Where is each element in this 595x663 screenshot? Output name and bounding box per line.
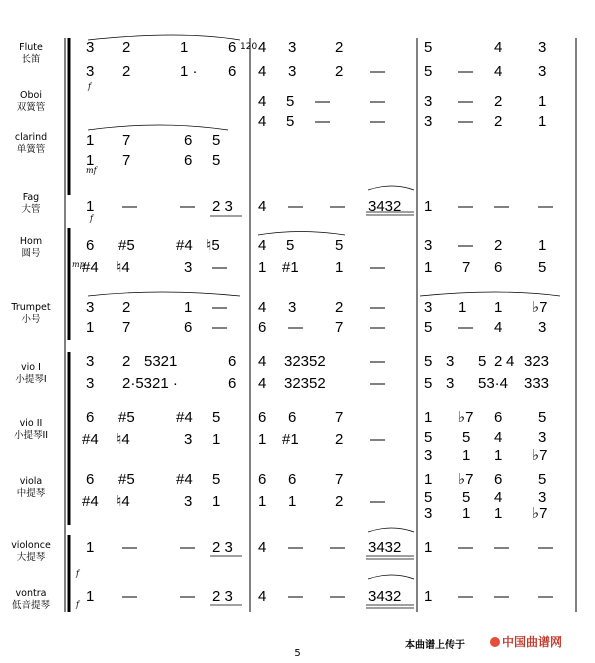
- svg-text:3: 3: [424, 505, 433, 522]
- svg-text:1: 1: [86, 152, 95, 169]
- svg-text:#1: #1: [282, 431, 299, 448]
- svg-text:♮4: ♮4: [116, 431, 130, 448]
- svg-text:—: —: [180, 198, 195, 215]
- svg-text:5: 5: [212, 409, 221, 426]
- cello-notes: [86, 539, 553, 556]
- svg-text:—: —: [370, 375, 385, 392]
- svg-text:6: 6: [288, 471, 297, 488]
- svg-text:1: 1: [212, 493, 221, 510]
- svg-text:3432: 3432: [368, 588, 402, 605]
- svg-text:5: 5: [286, 113, 295, 130]
- svg-text:3: 3: [86, 63, 95, 80]
- svg-text:♭7: ♭7: [458, 409, 474, 426]
- svg-text:4: 4: [494, 429, 503, 446]
- svg-text:1: 1: [494, 447, 503, 464]
- svg-text:6: 6: [494, 259, 503, 276]
- svg-text:—: —: [212, 299, 227, 316]
- label-viola: viola 中提琴: [16, 476, 46, 499]
- label-contrabass: vontra 低音提琴: [11, 588, 50, 611]
- svg-text:—: —: [494, 588, 509, 605]
- svg-text:2: 2: [335, 299, 344, 316]
- viola-notes: [82, 471, 547, 522]
- svg-text:1: 1: [538, 93, 547, 110]
- svg-text:4: 4: [506, 353, 515, 370]
- svg-text:1: 1: [258, 431, 267, 448]
- svg-text:#4: #4: [82, 431, 99, 448]
- label-trumpet: Trumpet 小号: [11, 302, 51, 325]
- svg-text:6: 6: [86, 471, 95, 488]
- svg-text:2: 2: [122, 353, 131, 370]
- svg-text:1: 1: [424, 588, 433, 605]
- label-fagotto: Fag 大管: [21, 192, 41, 215]
- svg-text:6: 6: [494, 409, 503, 426]
- svg-text:1: 1: [458, 299, 467, 316]
- svg-text:5: 5: [286, 237, 295, 254]
- svg-text:3: 3: [288, 299, 297, 316]
- svg-text:4: 4: [258, 113, 267, 130]
- svg-text:—: —: [315, 93, 330, 110]
- svg-text:—: —: [538, 539, 553, 556]
- svg-text:#5: #5: [118, 409, 135, 426]
- svg-text:5: 5: [424, 319, 433, 336]
- svg-text:3: 3: [446, 375, 455, 392]
- svg-text:1: 1: [538, 113, 547, 130]
- svg-text:#4: #4: [176, 237, 193, 254]
- svg-text:#1: #1: [282, 259, 299, 276]
- svg-text:—: —: [370, 493, 385, 510]
- bass-notes: [86, 588, 553, 605]
- svg-text:—: —: [180, 588, 195, 605]
- svg-text:7: 7: [335, 409, 344, 426]
- svg-text:2: 2: [122, 39, 131, 56]
- dynamic-cello: f: [76, 569, 79, 578]
- svg-text:3: 3: [538, 429, 547, 446]
- svg-text:5: 5: [212, 132, 221, 149]
- svg-text:6: 6: [288, 409, 297, 426]
- svg-text:4: 4: [258, 39, 267, 56]
- svg-text:4: 4: [258, 539, 267, 556]
- svg-text:2: 2: [122, 63, 131, 80]
- svg-text:#4: #4: [82, 493, 99, 510]
- svg-text:32352: 32352: [284, 375, 326, 392]
- dynamic-fag: f: [90, 214, 93, 223]
- label-horn: Hom 圆号: [19, 236, 43, 259]
- svg-text:#5: #5: [118, 237, 135, 254]
- svg-text:6: 6: [228, 63, 237, 80]
- svg-text:—: —: [370, 319, 385, 336]
- svg-text:3: 3: [424, 113, 433, 130]
- svg-text:3: 3: [86, 375, 95, 392]
- clarinet-notes: [86, 132, 220, 169]
- svg-text:6: 6: [228, 353, 237, 370]
- svg-text:1: 1: [86, 319, 95, 336]
- svg-text:2: 2: [335, 39, 344, 56]
- svg-text:1: 1: [86, 198, 95, 215]
- svg-text:1: 1: [494, 299, 503, 316]
- svg-text:5: 5: [478, 353, 487, 370]
- svg-text:7: 7: [462, 259, 471, 276]
- svg-text:1: 1: [258, 493, 267, 510]
- svg-text:—: —: [458, 237, 473, 254]
- svg-text:5: 5: [424, 353, 433, 370]
- svg-text:4: 4: [258, 198, 267, 215]
- svg-text:—: —: [458, 539, 473, 556]
- svg-text:—: —: [330, 588, 345, 605]
- svg-text:5: 5: [424, 39, 433, 56]
- svg-text:5: 5: [538, 471, 547, 488]
- violin1-notes: [86, 353, 549, 392]
- svg-text:5: 5: [462, 429, 471, 446]
- svg-text:#4: #4: [82, 259, 99, 276]
- svg-text:6: 6: [258, 471, 267, 488]
- svg-text:3: 3: [288, 39, 297, 56]
- svg-text:7: 7: [122, 132, 131, 149]
- svg-text:1: 1: [180, 39, 189, 56]
- svg-text:1: 1: [258, 259, 267, 276]
- svg-text:1: 1: [462, 447, 471, 464]
- svg-text:5: 5: [538, 409, 547, 426]
- svg-text:—: —: [494, 539, 509, 556]
- svg-text:3: 3: [184, 493, 193, 510]
- svg-text:1: 1: [86, 132, 95, 149]
- svg-text:2: 2: [494, 93, 503, 110]
- trumpet-notes: [86, 299, 547, 336]
- svg-text:—: —: [370, 431, 385, 448]
- svg-text:—: —: [458, 588, 473, 605]
- svg-text:—: —: [288, 319, 303, 336]
- flute-notes: [86, 39, 546, 80]
- svg-text:5: 5: [424, 63, 433, 80]
- svg-text:2 3: 2 3: [212, 198, 233, 215]
- label-oboe: Oboi 双簧管: [16, 90, 46, 113]
- svg-text:#4: #4: [176, 409, 193, 426]
- footer-upload-text: 本曲谱上传于: [405, 640, 465, 651]
- svg-text:5321: 5321: [144, 353, 178, 370]
- svg-text:53·4: 53·4: [478, 375, 509, 392]
- svg-text:6: 6: [184, 319, 193, 336]
- svg-text:6: 6: [86, 409, 95, 426]
- svg-text:6: 6: [184, 152, 193, 169]
- svg-text:♭7: ♭7: [532, 447, 548, 464]
- svg-text:4: 4: [258, 375, 267, 392]
- svg-text:3432: 3432: [368, 198, 402, 215]
- svg-text:3: 3: [424, 299, 433, 316]
- svg-text:1: 1: [424, 471, 433, 488]
- svg-text:2: 2: [494, 237, 503, 254]
- svg-text:4: 4: [258, 299, 267, 316]
- svg-text:1: 1: [424, 259, 433, 276]
- svg-text:—: —: [122, 539, 137, 556]
- svg-text:6: 6: [86, 237, 95, 254]
- svg-text:—: —: [288, 588, 303, 605]
- svg-text:3: 3: [184, 259, 193, 276]
- label-violin-1: vio I 小提琴I: [15, 362, 47, 385]
- svg-text:—: —: [370, 299, 385, 316]
- svg-text:3: 3: [86, 353, 95, 370]
- svg-text:4: 4: [494, 63, 503, 80]
- svg-text:3: 3: [86, 39, 95, 56]
- svg-text:6: 6: [228, 39, 237, 56]
- svg-text:1: 1: [335, 259, 344, 276]
- svg-text:1: 1: [424, 198, 433, 215]
- svg-text:—: —: [122, 198, 137, 215]
- svg-text:3: 3: [446, 353, 455, 370]
- svg-text:2·5321 ·: 2·5321 ·: [122, 375, 178, 392]
- svg-text:7: 7: [335, 319, 344, 336]
- svg-text:323: 323: [524, 353, 550, 370]
- svg-text:1: 1: [424, 409, 433, 426]
- svg-text:6: 6: [184, 132, 193, 149]
- page-number: 5: [294, 648, 301, 659]
- svg-text:4: 4: [258, 588, 267, 605]
- svg-text:2 3: 2 3: [212, 588, 233, 605]
- svg-text:1: 1: [288, 493, 297, 510]
- svg-text:5: 5: [424, 489, 433, 506]
- svg-text:6: 6: [494, 471, 503, 488]
- svg-text:♮5: ♮5: [206, 237, 220, 254]
- logo-icon: [490, 637, 500, 647]
- svg-text:—: —: [538, 588, 553, 605]
- svg-text:3: 3: [538, 319, 547, 336]
- svg-text:3: 3: [538, 63, 547, 80]
- svg-text:—: —: [458, 198, 473, 215]
- svg-text:6: 6: [258, 409, 267, 426]
- svg-text:1: 1: [538, 237, 547, 254]
- violin2-notes: [82, 409, 547, 464]
- svg-text:6: 6: [258, 319, 267, 336]
- svg-text:5: 5: [538, 259, 547, 276]
- tempo-marking: 120: [240, 42, 258, 52]
- svg-text:—: —: [330, 198, 345, 215]
- svg-text:1 ·: 1 ·: [180, 63, 198, 80]
- svg-text:32352: 32352: [284, 353, 326, 370]
- label-violin-2: vio II 小提琴II: [13, 418, 49, 441]
- svg-text:—: —: [370, 259, 385, 276]
- svg-text:—: —: [330, 539, 345, 556]
- svg-text:♭7: ♭7: [532, 299, 548, 316]
- svg-text:3: 3: [424, 447, 433, 464]
- svg-text:1: 1: [462, 505, 471, 522]
- svg-text:4: 4: [258, 353, 267, 370]
- svg-text:1: 1: [184, 299, 193, 316]
- svg-text:2: 2: [335, 63, 344, 80]
- svg-text:—: —: [315, 113, 330, 130]
- dynamic-flute: f: [88, 82, 91, 91]
- svg-text:7: 7: [122, 152, 131, 169]
- svg-text:3: 3: [424, 93, 433, 110]
- svg-text:5: 5: [424, 375, 433, 392]
- oboe-notes: [258, 93, 546, 130]
- dynamic-bass: f: [76, 600, 79, 609]
- svg-text:5: 5: [212, 152, 221, 169]
- svg-text:2: 2: [494, 353, 503, 370]
- svg-text:2: 2: [335, 493, 344, 510]
- svg-text:333: 333: [524, 375, 550, 392]
- svg-text:—: —: [458, 319, 473, 336]
- svg-text:—: —: [458, 93, 473, 110]
- svg-text:—: —: [370, 93, 385, 110]
- svg-text:1: 1: [86, 588, 95, 605]
- logo-text: 中国曲谱网: [502, 635, 563, 649]
- svg-text:#4: #4: [176, 471, 193, 488]
- fag-notes: [86, 198, 553, 215]
- svg-text:3: 3: [86, 299, 95, 316]
- svg-text:7: 7: [122, 319, 131, 336]
- svg-text:5: 5: [286, 93, 295, 110]
- svg-text:—: —: [370, 353, 385, 370]
- svg-text:5: 5: [335, 237, 344, 254]
- svg-text:1: 1: [494, 505, 503, 522]
- svg-text:4: 4: [258, 63, 267, 80]
- svg-text:1: 1: [424, 539, 433, 556]
- svg-text:♮4: ♮4: [116, 259, 130, 276]
- svg-text:7: 7: [335, 471, 344, 488]
- svg-text:5: 5: [212, 471, 221, 488]
- svg-text:3: 3: [538, 39, 547, 56]
- svg-text:3: 3: [424, 237, 433, 254]
- svg-text:—: —: [212, 319, 227, 336]
- svg-text:♭7: ♭7: [532, 505, 548, 522]
- svg-text:1: 1: [212, 431, 221, 448]
- horn-notes: [82, 237, 546, 276]
- svg-text:2 3: 2 3: [212, 539, 233, 556]
- svg-text:1: 1: [86, 539, 95, 556]
- svg-text:6: 6: [228, 375, 237, 392]
- svg-text:5: 5: [424, 429, 433, 446]
- svg-text:—: —: [458, 63, 473, 80]
- svg-text:#5: #5: [118, 471, 135, 488]
- svg-text:—: —: [180, 539, 195, 556]
- svg-text:—: —: [122, 588, 137, 605]
- label-cello: violonce 大提琴: [11, 540, 51, 563]
- svg-text:—: —: [212, 259, 227, 276]
- svg-text:4: 4: [494, 319, 503, 336]
- svg-text:5: 5: [462, 489, 471, 506]
- svg-text:—: —: [494, 198, 509, 215]
- svg-text:—: —: [370, 113, 385, 130]
- svg-text:3432: 3432: [368, 539, 402, 556]
- svg-text:—: —: [538, 198, 553, 215]
- svg-text:3: 3: [538, 489, 547, 506]
- svg-text:4: 4: [494, 489, 503, 506]
- svg-text:♮4: ♮4: [116, 493, 130, 510]
- label-flute: Flute 长笛: [19, 42, 43, 65]
- label-clarinet: clarind 单簧管: [14, 132, 48, 155]
- svg-text:♭7: ♭7: [458, 471, 474, 488]
- svg-text:—: —: [288, 539, 303, 556]
- svg-text:2: 2: [494, 113, 503, 130]
- svg-text:—: —: [458, 113, 473, 130]
- svg-text:2: 2: [335, 431, 344, 448]
- svg-text:3: 3: [184, 431, 193, 448]
- svg-text:2: 2: [122, 299, 131, 316]
- svg-text:4: 4: [258, 93, 267, 110]
- svg-text:4: 4: [258, 237, 267, 254]
- dynamic-horn: mp: [72, 260, 85, 269]
- svg-text:4: 4: [494, 39, 503, 56]
- dynamic-clarinet: mf: [86, 166, 97, 175]
- svg-text:3: 3: [288, 63, 297, 80]
- svg-text:—: —: [370, 63, 385, 80]
- svg-text:—: —: [288, 198, 303, 215]
